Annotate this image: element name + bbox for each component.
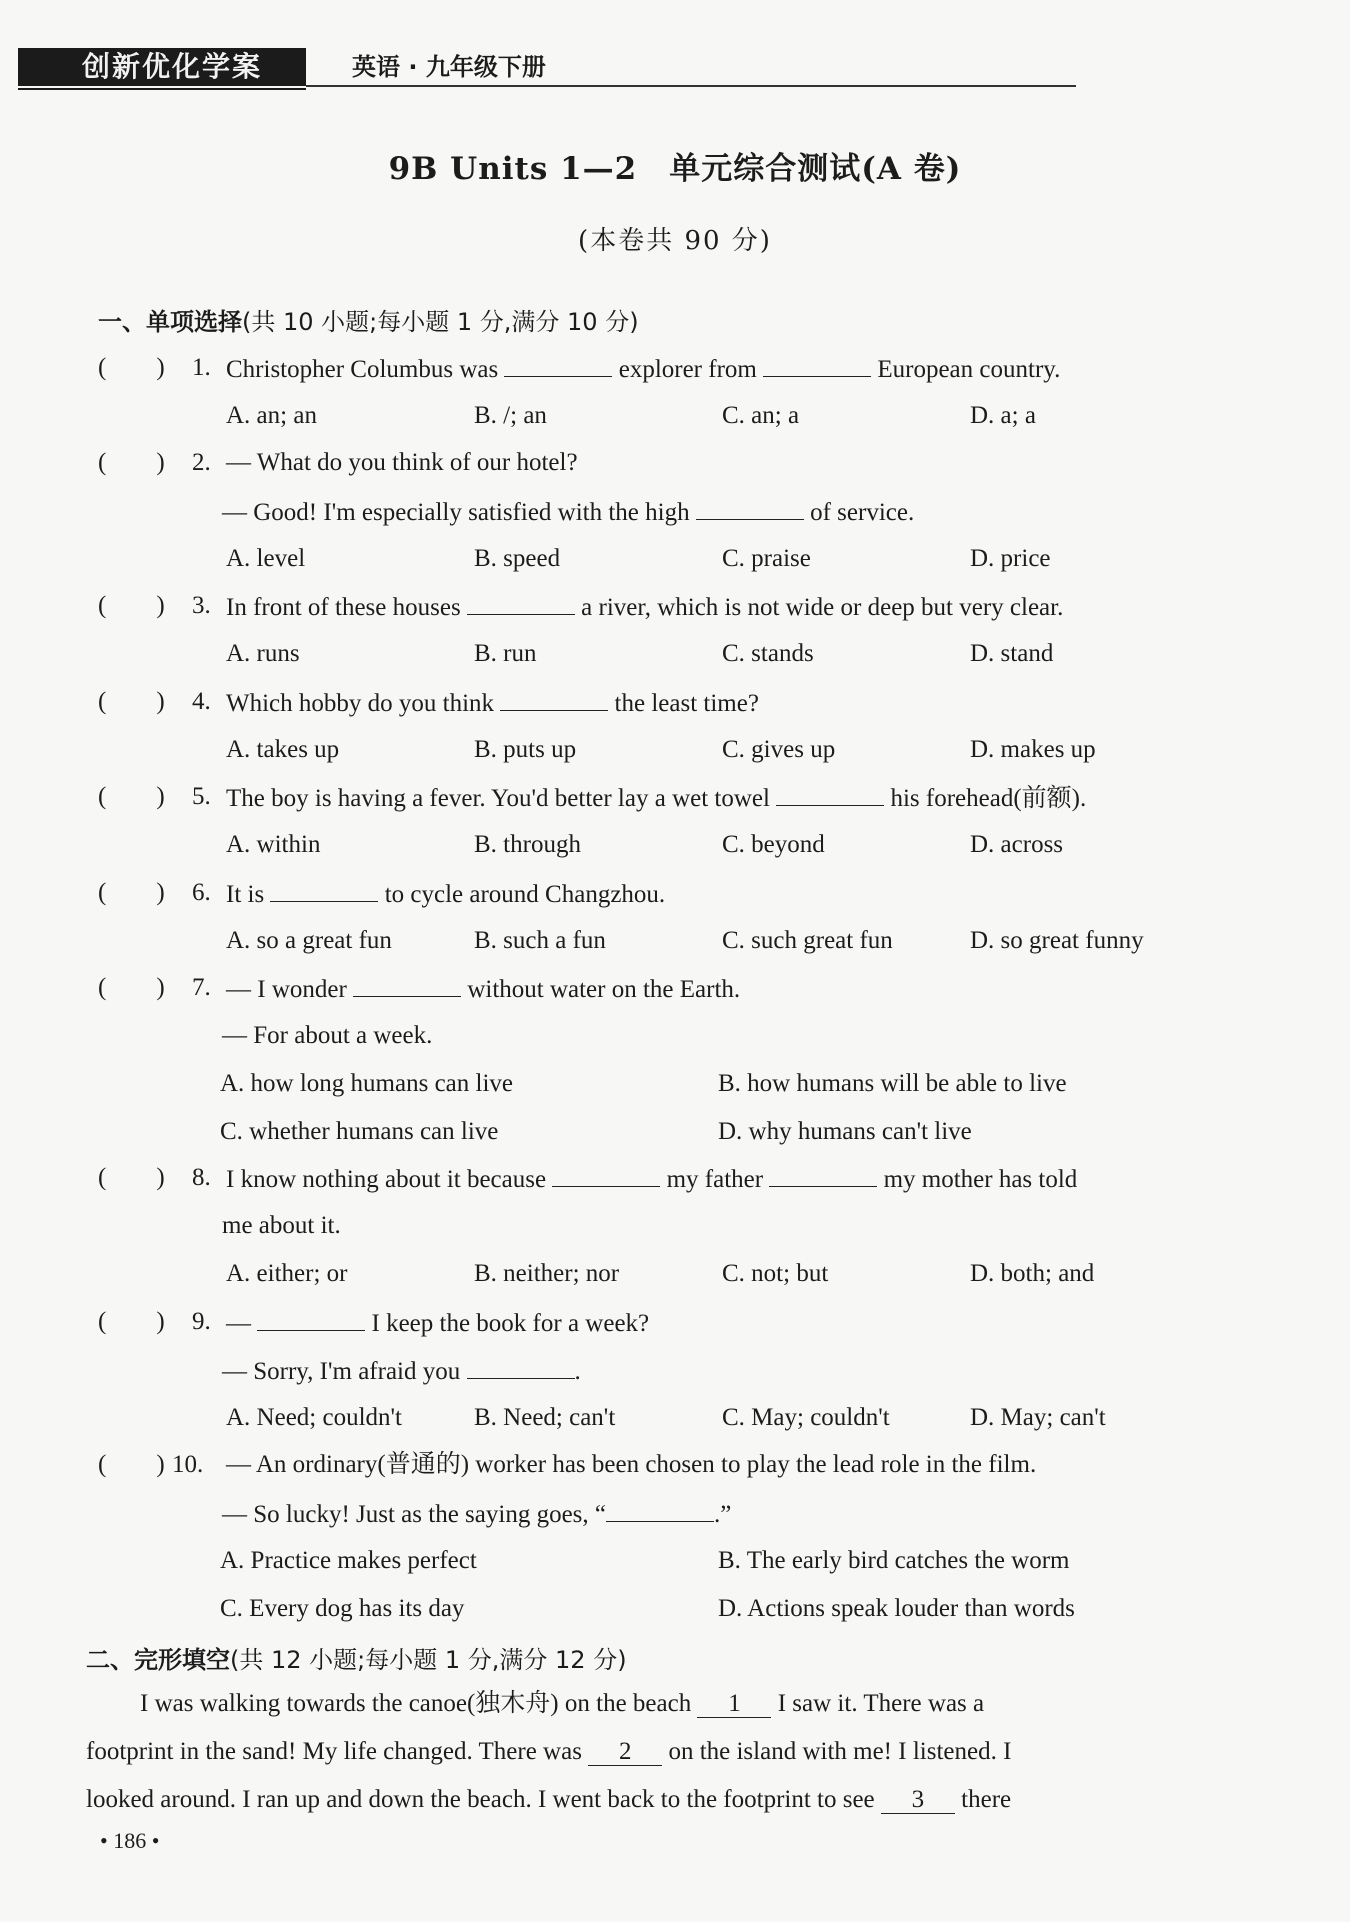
option-b[interactable]: B. speed xyxy=(474,545,561,572)
option-d[interactable]: D. stand xyxy=(970,640,1054,667)
answer-blank[interactable] xyxy=(606,1497,714,1522)
question-text-line: — What do you think of our hotel? xyxy=(226,449,578,476)
answer-blank[interactable] xyxy=(504,352,612,377)
question-text-line: — Sorry, I'm afraid you . xyxy=(222,1354,581,1388)
answer-blank[interactable] xyxy=(769,1162,877,1187)
page-title: 9B Units 1—2 单元综合测试(A 卷) xyxy=(388,151,962,187)
option-a[interactable]: A. an; an xyxy=(226,402,317,429)
header-rule xyxy=(18,88,306,90)
option-c[interactable]: C. Every dog has its day xyxy=(220,1595,465,1622)
answer-parentheses[interactable]: ( ) xyxy=(98,974,165,1001)
option-a[interactable]: A. level xyxy=(226,545,306,572)
option-b[interactable]: B. such a fun xyxy=(474,927,606,954)
option-c[interactable]: C. praise xyxy=(722,545,811,572)
answer-parentheses[interactable]: ( ) xyxy=(98,688,165,715)
option-d[interactable]: D. a; a xyxy=(970,402,1036,429)
page-subtitle: (本卷共 90 分) xyxy=(578,226,772,256)
section1-heading xyxy=(98,302,639,337)
answer-parentheses[interactable]: ( ) xyxy=(98,1164,165,1191)
option-d[interactable]: D. May; can't xyxy=(970,1404,1106,1431)
answer-blank[interactable] xyxy=(500,686,608,711)
option-c[interactable]: C. stands xyxy=(722,640,814,667)
section2-label: 二、完形填空 xyxy=(86,1646,230,1674)
option-c[interactable]: C. beyond xyxy=(722,831,825,858)
option-a[interactable]: A. how long humans can live xyxy=(220,1070,514,1097)
answer-parentheses[interactable]: ( ) xyxy=(98,449,165,476)
option-b[interactable]: B. through xyxy=(474,831,581,858)
answer-blank[interactable] xyxy=(467,1354,575,1379)
option-b[interactable]: B. Need; can't xyxy=(474,1404,616,1431)
question-text-line: In front of these houses a river, which is not wide or deep but very clear. xyxy=(226,590,1063,624)
passage-line: I was walking towards the canoe(独木舟) on the beach 1 I saw it. There was a xyxy=(140,1690,985,1717)
section2-heading xyxy=(86,1640,627,1675)
option-c[interactable]: C. gives up xyxy=(722,736,836,763)
question-number: 1. xyxy=(192,354,211,381)
answer-blank[interactable] xyxy=(353,972,461,997)
answer-parentheses[interactable]: ( ) xyxy=(98,1451,165,1478)
question-number: 4. xyxy=(192,688,211,715)
option-b[interactable]: B. how humans will be able to live xyxy=(718,1070,1067,1097)
question-number: 9. xyxy=(192,1308,211,1335)
passage-line: looked around. I ran up and down the beach. I went back to the footprint to see 3 there xyxy=(86,1786,1012,1813)
question-text-line: — Good! I'm especially satisfied with the high of service. xyxy=(222,495,914,529)
answer-blank[interactable] xyxy=(776,781,884,806)
answer-parentheses[interactable]: ( ) xyxy=(98,783,165,810)
question-text-line: — I keep the book for a week? xyxy=(226,1306,649,1340)
answer-blank[interactable] xyxy=(763,352,871,377)
section1-label: 一、单项选择 xyxy=(98,308,242,336)
option-a[interactable]: A. either; or xyxy=(226,1260,348,1287)
option-d[interactable]: D. both; and xyxy=(970,1260,1095,1287)
option-d[interactable]: D. so great funny xyxy=(970,927,1144,954)
option-b[interactable]: B. The early bird catches the worm xyxy=(718,1547,1070,1574)
question-text-line: The boy is having a fever. You'd better lay a wet towel his forehead(前额). xyxy=(226,781,1086,815)
option-d[interactable]: D. why humans can't live xyxy=(718,1118,972,1145)
option-a[interactable]: A. runs xyxy=(226,640,300,667)
answer-blank[interactable] xyxy=(257,1306,365,1331)
cloze-blank[interactable]: 3 xyxy=(881,1787,955,1814)
option-d[interactable]: D. price xyxy=(970,545,1051,572)
question-number: 10. xyxy=(172,1451,204,1478)
option-b[interactable]: B. neither; nor xyxy=(474,1260,620,1287)
option-d[interactable]: D. across xyxy=(970,831,1064,858)
question-text-line: It is to cycle around Changzhou. xyxy=(226,877,665,911)
answer-parentheses[interactable]: ( ) xyxy=(98,1308,165,1335)
question-text-line: I know nothing about it because my father my mother has told xyxy=(226,1162,1077,1196)
question-text-line: — I wonder without water on the Earth. xyxy=(226,972,740,1006)
answer-parentheses[interactable]: ( ) xyxy=(98,354,165,381)
question-number: 2. xyxy=(192,449,211,476)
question-text-line: — An ordinary(普通的) worker has been chosen to play the lead role in the film. xyxy=(226,1451,1037,1478)
option-a[interactable]: A. so a great fun xyxy=(226,927,392,954)
brand-banner: 创新优化学案 xyxy=(18,48,306,86)
question-text-line: — For about a week. xyxy=(222,1022,433,1049)
option-d[interactable]: D. Actions speak louder than words xyxy=(718,1595,1075,1622)
option-c[interactable]: C. May; couldn't xyxy=(722,1404,890,1431)
header-divider xyxy=(306,85,1076,87)
question-text-line: Christopher Columbus was explorer from European country. xyxy=(226,352,1060,386)
question-text-line: me about it. xyxy=(222,1212,341,1239)
answer-blank[interactable] xyxy=(696,495,804,520)
question-text-line: — So lucky! Just as the saying goes, “ .” xyxy=(222,1497,731,1531)
page-number: • 186 • xyxy=(100,1828,160,1853)
option-a[interactable]: A. within xyxy=(226,831,321,858)
section1-detail: (共 10 小题;每小题 1 分,满分 10 分) xyxy=(242,308,639,336)
option-c[interactable]: C. such great fun xyxy=(722,927,893,954)
question-number: 3. xyxy=(192,592,211,619)
question-number: 7. xyxy=(192,974,211,1001)
answer-parentheses[interactable]: ( ) xyxy=(98,879,165,906)
option-a[interactable]: A. takes up xyxy=(226,736,340,763)
question-number: 8. xyxy=(192,1164,211,1191)
answer-blank[interactable] xyxy=(467,590,575,615)
passage-line: footprint in the sand! My life changed. There was 2 on the island with me! I listened. I xyxy=(86,1738,1012,1765)
option-a[interactable]: A. Practice makes perfect xyxy=(220,1547,477,1574)
cloze-blank[interactable]: 1 xyxy=(697,1691,771,1718)
question-text-line: Which hobby do you think the least time? xyxy=(226,686,759,720)
option-c[interactable]: C. an; a xyxy=(722,402,800,429)
option-d[interactable]: D. makes up xyxy=(970,736,1096,763)
option-a[interactable]: A. Need; couldn't xyxy=(226,1404,402,1431)
option-c[interactable]: C. not; but xyxy=(722,1260,829,1287)
subject-label: 英语 · 九年级下册 xyxy=(352,53,546,81)
answer-blank[interactable] xyxy=(552,1162,660,1187)
option-c[interactable]: C. whether humans can live xyxy=(220,1118,499,1145)
question-number: 5. xyxy=(192,783,211,810)
answer-blank[interactable] xyxy=(270,877,378,902)
option-b[interactable]: B. run xyxy=(474,640,537,667)
question-number: 6. xyxy=(192,879,211,906)
cloze-blank[interactable]: 2 xyxy=(588,1739,662,1766)
section2-detail: (共 12 小题;每小题 1 分,满分 12 分) xyxy=(230,1646,627,1674)
option-b[interactable]: B. puts up xyxy=(474,736,577,763)
option-b[interactable]: B. /; an xyxy=(474,402,547,429)
answer-parentheses[interactable]: ( ) xyxy=(98,592,165,619)
